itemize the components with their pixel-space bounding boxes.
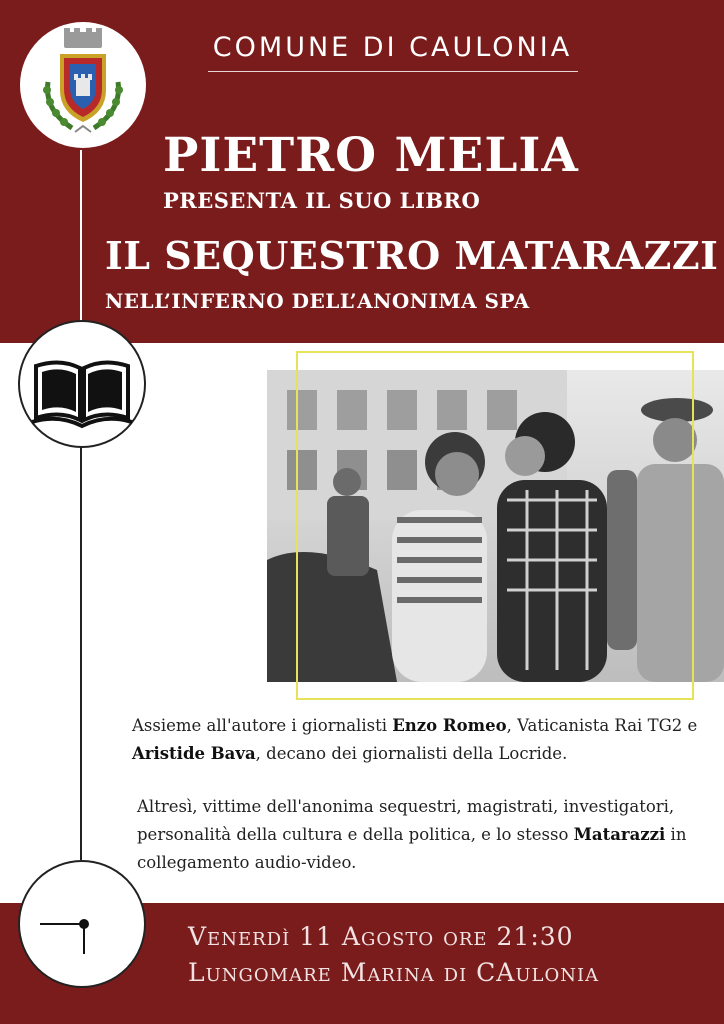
comune-title: COMUNE DI CAULONIA [212,32,573,63]
participants-paragraph [137,793,707,877]
title-underline [208,71,578,72]
comune-crest-icon [20,22,146,148]
event-date: Venerdì 11 Agosto ore 21:30 [188,922,574,951]
event-place: Lungomare Marina di CAulonia [188,958,600,987]
participants-text: Altresì, vittime dell'anonima sequestri, magistrati, investigatori, personalità della cultura e della politica, e lo stesso [137,797,675,844]
guests-text: Assieme all'autore i giornalisti [132,716,393,735]
open-book-icon [18,320,146,448]
guests-paragraph [132,712,702,768]
clock-icon [18,860,146,988]
timeline-line-lower [80,446,82,860]
historic-photo [267,370,724,682]
guest-name: Aristide Bava [132,744,256,763]
book-title: IL SEQUESTRO MATARAZZI [105,233,719,278]
participant-name: Matarazzi [573,825,666,844]
guest-name: Enzo Romeo [392,716,507,735]
book-subtitle: NELL’INFERNO DELL’ANONIMA SPA [105,289,530,313]
presents-line: PRESENTA IL SUO LIBRO [163,188,481,213]
author-name: PIETRO MELIA [163,128,579,183]
participants-text: in collegamento audio-video. [137,825,687,872]
guests-text: , decano dei giornalisti della Locride. [255,744,568,763]
guests-text: , Vaticanista Rai TG2 e [506,716,698,735]
